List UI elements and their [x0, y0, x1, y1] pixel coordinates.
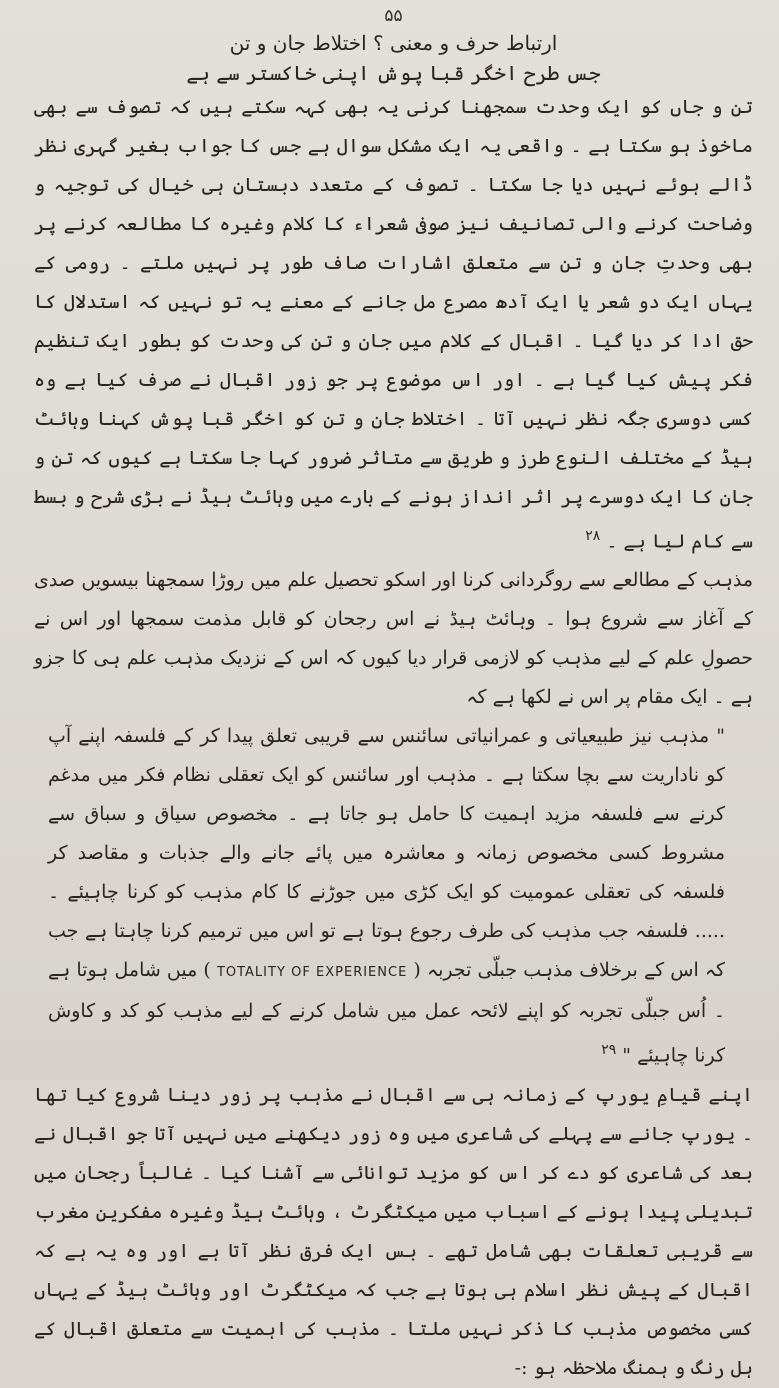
quote-english-term: TOTALITY OF EXPERIENCE: [216, 965, 408, 981]
paragraph-1-text: تن و جاں کو ایک وحدت سمجھنا کرنی یہ بھی کہہ سکتے ہیں کہ تصوف سے بھی ماخوذ ہو سکتا ہے ۔ واقعی یہ ایک مشکل سوال ہے جس کا جواب بغیر گہری نظر ڈالے ہوئے نہیں دیا جا سکتا ۔ تصوف کے متعدد دبستان ہی خیال کی توجیہ و وضاحت کرنے والی تصانیف نیز صوفی شعراء کا کلام وغیرہ کا مطالعہ کرنے پر بھی وحدتِ جان و تن سے متعلق اشارات صاف طور پر نہیں ملتے ۔ رومی کے یہاں ایک دو شعر یا ایک آدھ مصرع مل جانے کے معنے یہ تو نہیں کہ استدلال کا حق ادا کر دیا گیا ۔ اقبال کے کلام میں جان و تن کی وحدت کو بطور ایک تنظیم فکر پیش کیا گیا ہے ۔ اور اس موضوع پر جو زور اقبال نے صرف کیا ہے وہ کسی دوسری جگہ نظر نہیں آتا ۔ اختلاط جان و تن کو اخگر قبا پوش کہنا وہائٹ ہیڈ کے مختلف النوع طرز و طریق سے متاثر ضرور کہا جا سکتا ہے کیوں کہ تن و جان کا ایک دوسرے پر اثر انداز ہونے کے بارے میں وہائٹ ہیڈ نے بڑی شرح و بسط سے کام لیا ہے ۔: [34, 96, 753, 553]
heading-line-1: ارتباط حرف و معنی ؟ اختلاط جان و تن: [229, 31, 558, 55]
paragraph-1: [34, 88, 753, 561]
reference-mark-2: ۲۹: [601, 1042, 617, 1059]
page-number: ۵۵: [384, 6, 403, 26]
heading-line-2: جس طرح اخگر قبا پوش اپنی خاکستر سے ہے: [186, 61, 601, 85]
paragraph-3: اپنے قیامِ یورپ کے زمانہ ہی سے اقبال نے مذہب پر زور دینا شروع کیا تھا ۔ یورپ جانے سے پہلے کی شاعری میں وہ زور دیکھنے میں نہیں آتا جو اقبال نے بعد کی شاعری کو دے کر اس کو مزید توانائی سے آشنا کیا ۔ غالباً رجحان میں تبدیلی پیدا ہونے کے اسباب میں میکٹگرٹ ، وہائٹ ہیڈ وغیرہ مفکرین مغرب سے قریبی تعلقات بھی شامل تھے ۔ بس ایک فرق نظر آتا ہے اور وہ یہ ہے کہ اقبال کے پیش نظر اسلام ہی ہوتا ہے جب کہ میکٹگرٹ اور وہائٹ ہیڈ کے یہاں کسی مخصوص مذہب کا ذکر نہیں ملتا ۔ مذہب کی اہمیت سے متعلق اقبال کے ہل رنگ و ہمنگ ملاحظہ ہو :-: [34, 1083, 753, 1379]
paragraph-2: مذہب کے مطالعے سے روگردانی کرنا اور اسکو تحصیل علم میں روڑا سمجھنا بیسویں صدی کے آغاز سے شروع ہوا ۔ وہائٹ ہیڈ نے اس رجحان کو قابل مذمت سمجھا اور اس نے حصولِ علم کے لیے مذہب کو لازمی قرار دیا کیوں کہ اس کے نزدیک مذہب علم ہی کا جزو ہے ۔ ایک مقام پر اس نے لکھا ہے کہ: [34, 569, 753, 709]
quote-text-2: ) میں شامل ہوتا ہے ۔ اُس جبلّی تجربہ کو اپنے لائحہ عمل میں شامل کرنے کے لیے مذہب کو کد و کاوش کرنا چاہیئے ": [48, 959, 725, 1067]
block-quote: [48, 717, 725, 1075]
quote-text-1: " مذہب نیز طبیعیاتی و عمرانیاتی سائنس سے قریبی تعلق پیدا کر کے فلسفہ اپنے آپ کو ناداریت سے بچا سکتا ہے ۔ مذہب اور سائنس کو ایک تعقلی نظام فکر میں مدغم کرنے سے فلسفہ مزید اہمیت کا حامل ہو جاتا ہے ۔ مخصوص سیاق و سباق سے مشروط کسی مخصوص زمانہ و معاشرہ میں پائے جانے والے جذبات و مقاصد کر فلسفہ کی تعقلی عمومیت کو ایک کڑی میں جوڑنے کا کام مذہب کو کرنا چاہیئے ۔ ..... فلسفہ جب مذہب کی طرف رجوع ہوتا ہے تو اس میں ترمیم کرنا چاہتا ہے جب کہ اس کے برخلاف مذہب جبلّی تجربہ (: [48, 725, 726, 982]
reference-mark-1: ۲۸: [585, 528, 601, 544]
